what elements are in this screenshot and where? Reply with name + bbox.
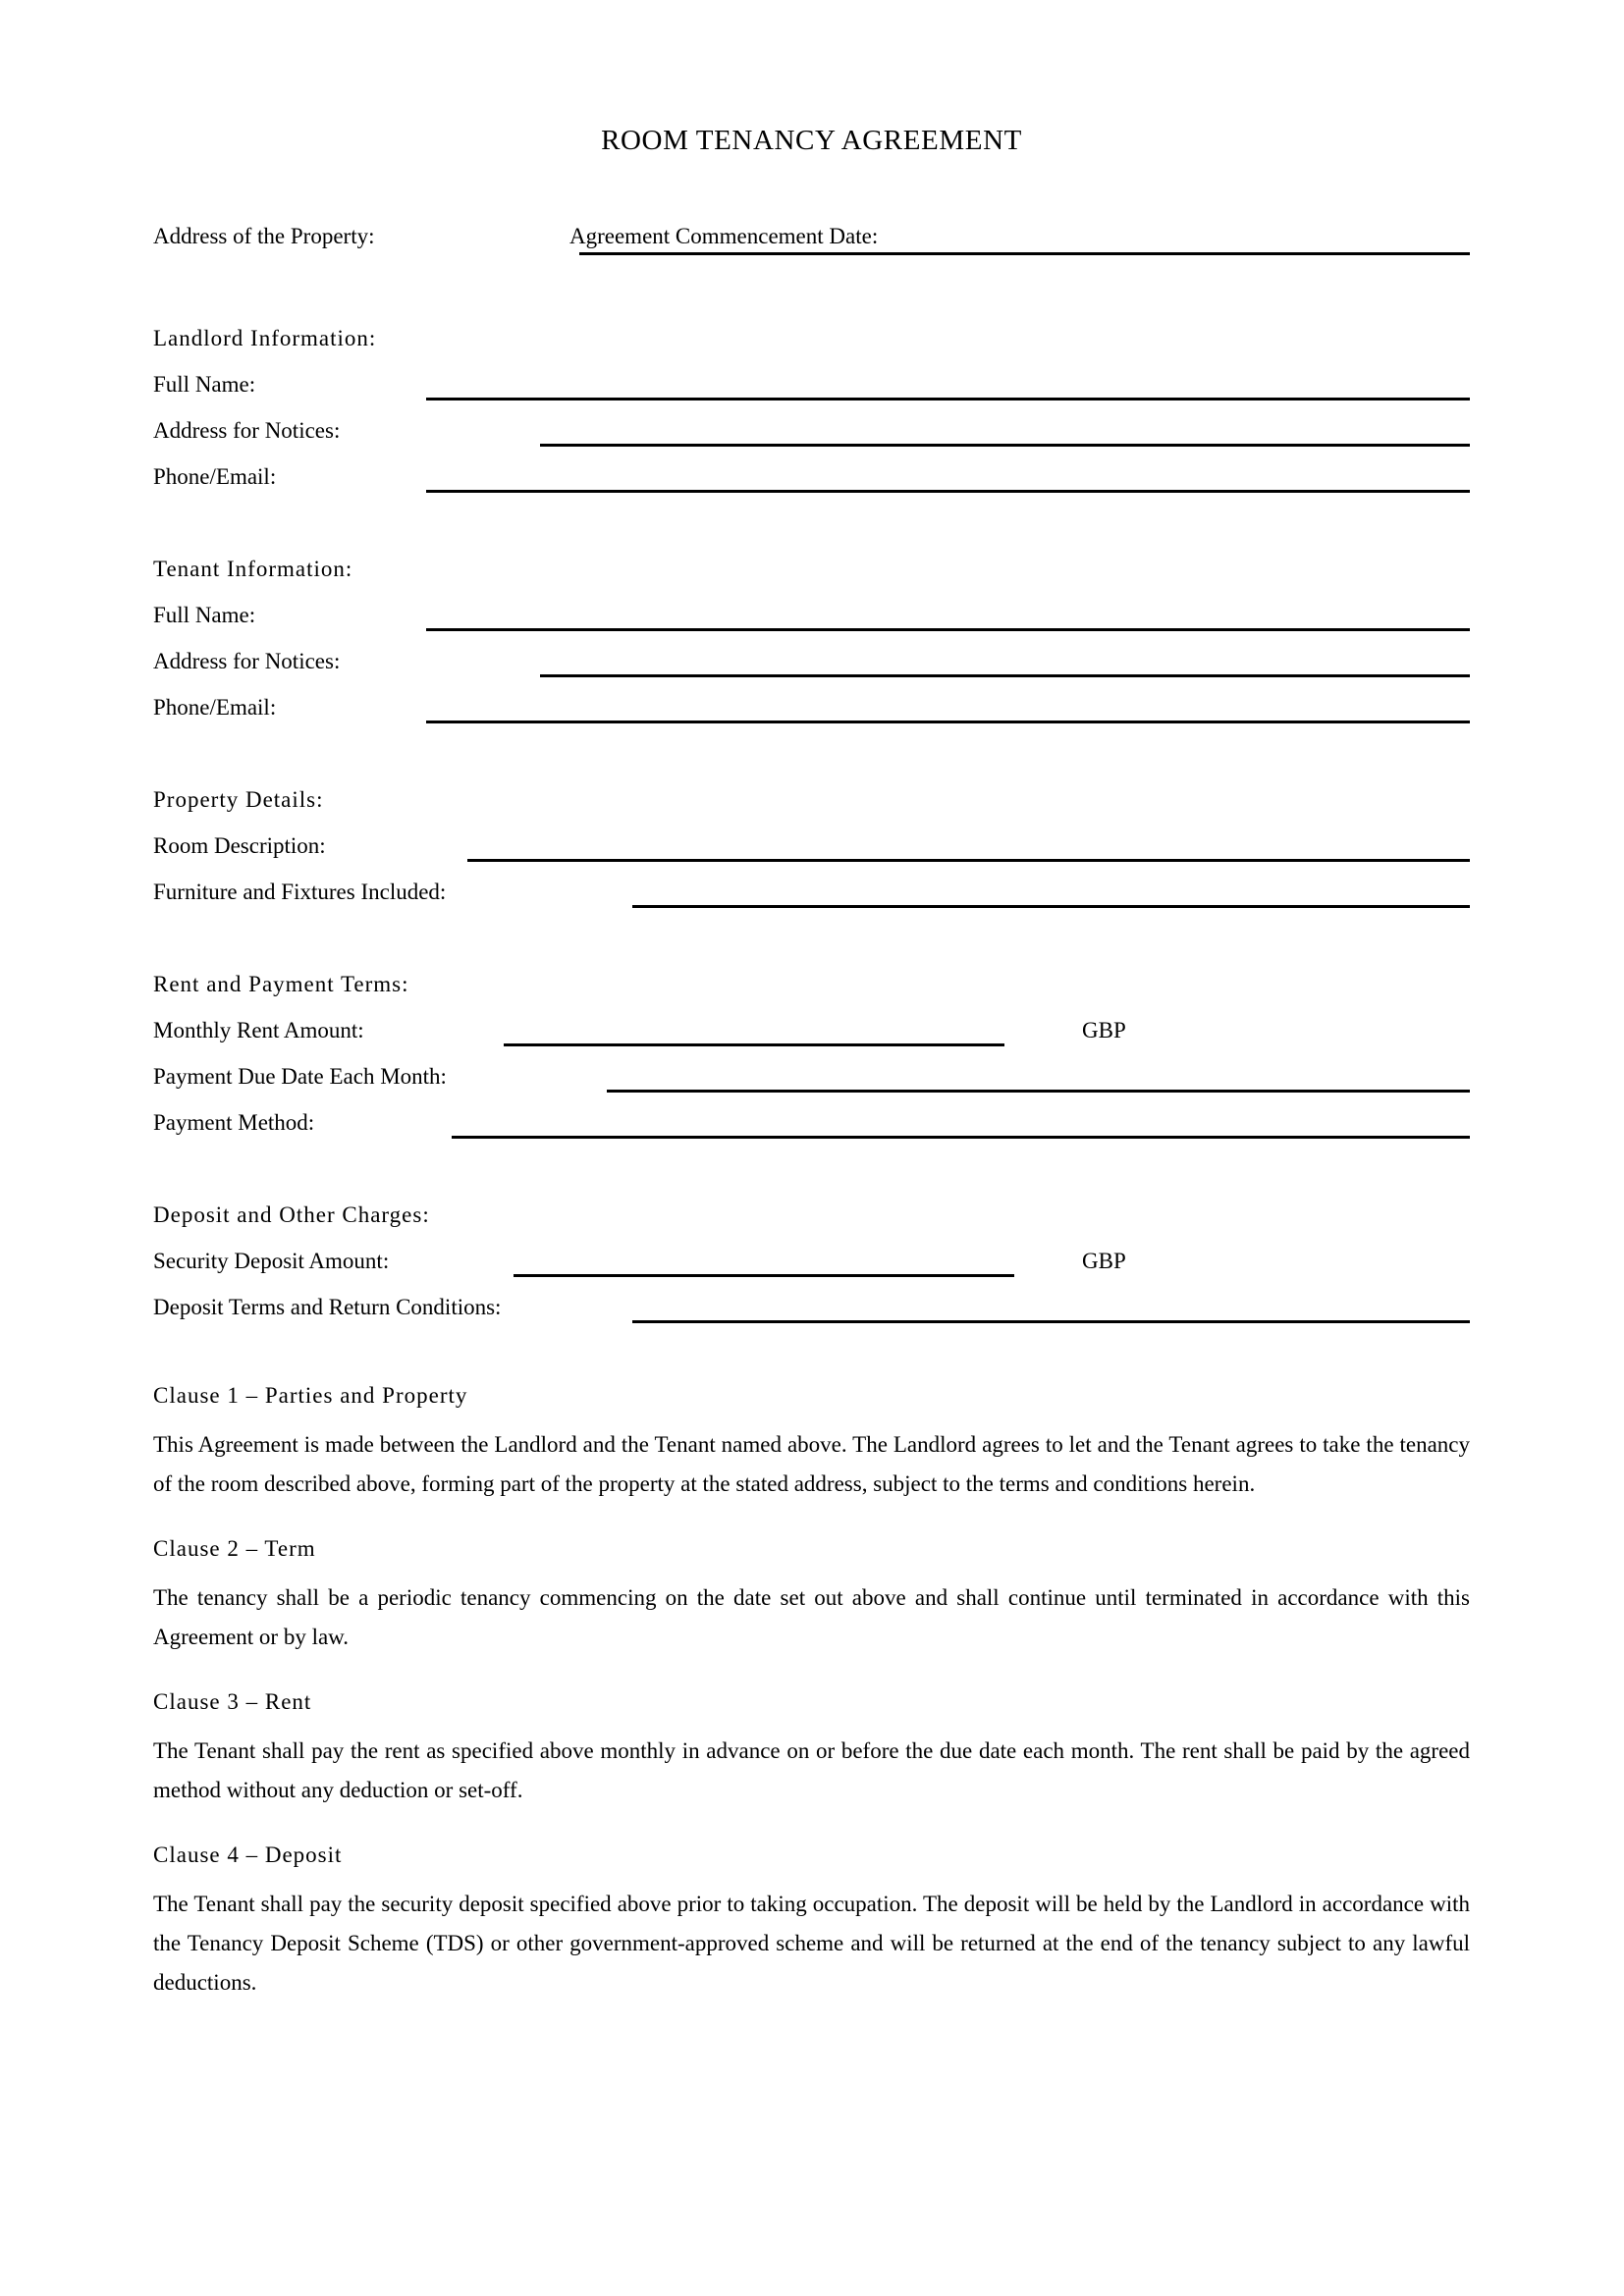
spacer-before-landlord	[153, 262, 1470, 315]
payment-method-label: Payment Method:	[153, 1109, 315, 1135]
spacer-before-property-details	[153, 730, 1470, 776]
landlord-phone-email-input[interactable]	[426, 490, 1470, 493]
landlord-full-name-row	[153, 361, 1470, 407]
landlord-section-title: Landlord Information:	[153, 325, 377, 350]
monthly-rent-label: Monthly Rent Amount:	[153, 1017, 364, 1042]
furniture-fixtures-row	[153, 869, 1470, 915]
document-content	[153, 0, 1470, 2028]
page-title: ROOM TENANCY AGREEMENT	[601, 125, 1022, 156]
payment-method-input[interactable]	[452, 1136, 1470, 1139]
tenant-section-title-row	[153, 546, 1470, 592]
spacer-before-deposit	[153, 1146, 1470, 1192]
address-of-property-label: Address of the Property:	[153, 223, 375, 248]
clause-4-body: The Tenant shall pay the security deposit specified above prior to taking occupation. The deposit will be held by the Landlord in accordance with the Tenancy Deposit Scheme (TDS) or other government-approved scheme and will be returned at the end of the tenancy subject to any lawful deductions.	[153, 1891, 1470, 1995]
security-deposit-input[interactable]	[514, 1274, 1014, 1277]
tenant-address-label: Address for Notices:	[153, 648, 341, 673]
payment-due-date-input[interactable]	[607, 1090, 1470, 1093]
property-details-section-title: Property Details:	[153, 786, 324, 812]
clause-1-body: This Agreement is made between the Landlord and the Tenant named above. The Landlord agrees to let and the Tenant agrees to take the tenancy of the room described above, forming part of the property at the stated address, subject to the terms and conditions herein.	[153, 1431, 1470, 1496]
security-deposit-row	[153, 1238, 1470, 1284]
clause-3-heading: Clause 3 – Rent	[153, 1688, 312, 1714]
room-description-input[interactable]	[467, 859, 1470, 862]
agreement-commencement-date-label: Agreement Commencement Date:	[569, 223, 879, 248]
monthly-rent-input[interactable]	[504, 1043, 1004, 1046]
clause-2-body: The tenancy shall be a periodic tenancy commencing on the date set out above and shall continue until terminated in accordance with this Agreement or by law.	[153, 1584, 1470, 1649]
spacer-after-title	[153, 158, 1470, 211]
landlord-address-row	[153, 407, 1470, 454]
header-address-commencement-row	[153, 211, 1470, 262]
tenant-full-name-row	[153, 592, 1470, 638]
tenant-section-title: Tenant Information:	[153, 556, 353, 581]
room-description-label: Room Description:	[153, 832, 326, 858]
monthly-rent-row	[153, 1007, 1470, 1053]
payment-method-row	[153, 1099, 1470, 1146]
tenant-phone-email-row	[153, 684, 1470, 730]
clause-1-heading: Clause 1 – Parties and Property	[153, 1382, 468, 1408]
landlord-full-name-input[interactable]	[426, 398, 1470, 400]
landlord-address-input[interactable]	[540, 444, 1470, 447]
landlord-phone-email-row	[153, 454, 1470, 500]
payment-due-date-label: Payment Due Date Each Month:	[153, 1063, 447, 1089]
room-description-row	[153, 823, 1470, 869]
spacer-before-rent-terms	[153, 915, 1470, 961]
landlord-section-title-row	[153, 315, 1470, 361]
clause-block-2	[153, 1529, 1470, 1657]
clause-3-body: The Tenant shall pay the rent as specified above monthly in advance on or before the due date each month. The rent shall be paid by the agreed method without any deduction or set-off.	[153, 1737, 1470, 1802]
deposit-section-title-row	[153, 1192, 1470, 1238]
deposit-terms-row	[153, 1284, 1470, 1330]
spacer-before-tenant	[153, 500, 1470, 546]
tenant-address-row	[153, 638, 1470, 684]
furniture-fixtures-input[interactable]	[632, 905, 1470, 908]
landlord-address-label: Address for Notices:	[153, 417, 341, 443]
landlord-full-name-label: Full Name:	[153, 371, 256, 397]
rent-terms-section-title-row	[153, 961, 1470, 1007]
clause-block-4	[153, 1836, 1470, 2002]
tenant-phone-email-label: Phone/Email:	[153, 694, 277, 720]
clause-2-heading: Clause 2 – Term	[153, 1535, 316, 1561]
property-details-section-title-row	[153, 776, 1470, 823]
security-deposit-label: Security Deposit Amount:	[153, 1248, 390, 1273]
deposit-terms-input[interactable]	[632, 1320, 1470, 1323]
security-deposit-currency: GBP	[1082, 1248, 1126, 1273]
tenant-full-name-input[interactable]	[426, 628, 1470, 631]
deposit-section-title: Deposit and Other Charges:	[153, 1201, 430, 1227]
clause-block-1	[153, 1376, 1470, 1504]
spacer-before-clauses	[153, 1330, 1470, 1376]
clause-4-heading: Clause 4 – Deposit	[153, 1842, 343, 1867]
clause-block-3	[153, 1682, 1470, 1810]
rent-terms-section-title: Rent and Payment Terms:	[153, 971, 409, 996]
monthly-rent-currency: GBP	[1082, 1017, 1126, 1042]
payment-due-date-row	[153, 1053, 1470, 1099]
tenant-address-input[interactable]	[540, 674, 1470, 677]
deposit-terms-label: Deposit Terms and Return Conditions:	[153, 1294, 502, 1319]
landlord-phone-email-label: Phone/Email:	[153, 463, 277, 489]
tenant-phone-email-input[interactable]	[426, 721, 1470, 723]
tenant-full-name-label: Full Name:	[153, 602, 256, 627]
furniture-fixtures-label: Furniture and Fixtures Included:	[153, 879, 447, 904]
